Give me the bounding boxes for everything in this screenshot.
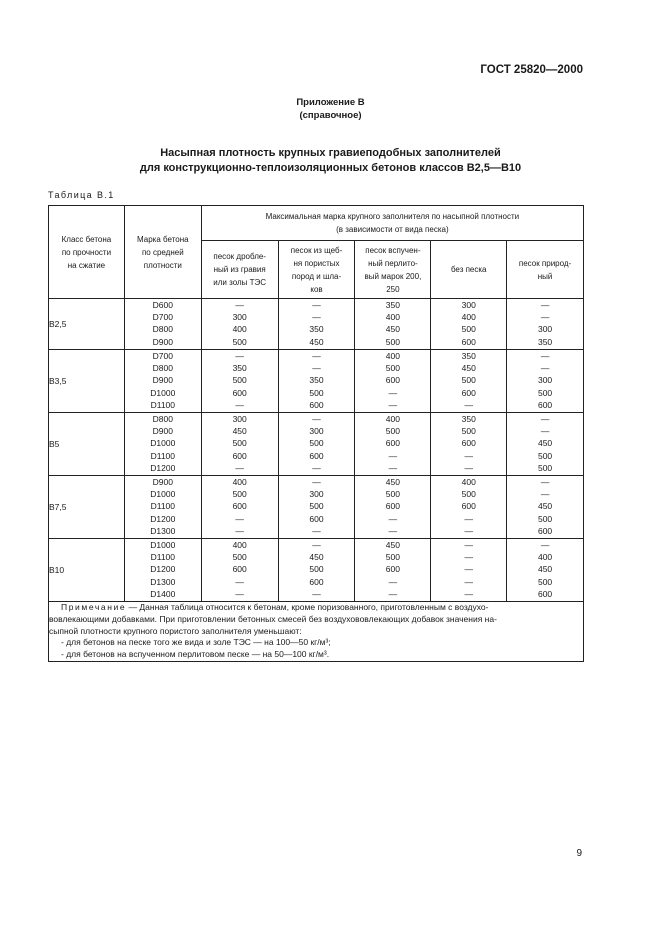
appendix-heading: [0, 96, 661, 122]
value-cell: [201, 539, 278, 602]
value-cell: [201, 350, 278, 413]
header-sub-line: песок вспучен-: [365, 245, 421, 255]
value-line: 600: [537, 525, 553, 536]
value-line: 500: [232, 489, 247, 500]
value-line: —: [540, 489, 550, 500]
header-class-line: по прочности: [61, 247, 112, 257]
value-line: 600: [232, 501, 247, 512]
value-line: 450: [461, 363, 476, 374]
header-class-line: на сжатие: [67, 260, 106, 270]
value-line: 300: [309, 426, 324, 437]
value-line: 350: [232, 363, 247, 374]
value-line: —: [312, 525, 321, 536]
value-cell: [355, 299, 431, 350]
grade-value: D800: [152, 324, 173, 335]
title-line1: Насыпная плотность крупных гравиеподобных заполнителей: [160, 147, 501, 159]
value-line: 600: [309, 450, 324, 461]
value-line: —: [312, 477, 321, 487]
value-line: 600: [232, 387, 247, 398]
value-line: 600: [461, 387, 476, 398]
value-cell: [507, 413, 584, 476]
note-item: - для бетонов на вспученном перлитовом песке — на 50—100 кг/м³.: [61, 649, 330, 660]
value-line: 500: [385, 336, 400, 347]
header-sand-porous: [278, 241, 355, 299]
value-line: 450: [385, 324, 400, 335]
grade-value: D900: [152, 336, 173, 347]
value-cell: [507, 539, 584, 602]
value-line: —: [235, 351, 244, 361]
value-line: —: [464, 450, 473, 461]
value-cell: [278, 299, 355, 350]
value-line: 450: [537, 564, 553, 575]
value-line: 450: [385, 477, 400, 487]
header-class-line: Класс бетона: [61, 234, 112, 244]
value-line: 500: [309, 501, 324, 512]
value-line: —: [464, 552, 473, 563]
header-sub-line: песок из щеб-: [290, 245, 343, 255]
value-line: —: [235, 525, 244, 536]
value-line: 500: [309, 387, 324, 398]
value-cell: [507, 350, 584, 413]
value-line: 600: [385, 501, 400, 512]
value-line: 300: [461, 300, 476, 310]
value-line: —: [464, 540, 473, 550]
value-line: —: [540, 312, 550, 323]
note-item: - для бетонов на песке того же вида и золе ТЭС — на 100—50 кг/м³;: [61, 637, 331, 648]
value-line: —: [388, 588, 398, 599]
value-line: —: [312, 414, 321, 424]
value-line: 600: [461, 501, 476, 512]
value-line: 600: [232, 450, 247, 461]
grade-cell: [124, 476, 201, 539]
value-line: 300: [232, 414, 247, 424]
grade-value: D700: [152, 351, 173, 361]
value-line: 500: [385, 552, 400, 563]
value-cell: [355, 539, 431, 602]
header-max-grade-line: Максимальная марка крупного заполнителя по насыпной плотности: [265, 212, 520, 221]
grade-value: D1100: [150, 552, 176, 563]
grade-value: D1000: [150, 438, 176, 449]
header-sub-line: ня пористых: [293, 258, 340, 268]
value-line: 300: [537, 324, 553, 335]
value-cell: [201, 413, 278, 476]
value-line: —: [312, 312, 321, 323]
value-cell: [201, 476, 278, 539]
value-line: 500: [232, 552, 247, 563]
value-cell: [355, 413, 431, 476]
value-line: —: [312, 540, 321, 550]
grade-value: D1400: [150, 588, 176, 599]
value-line: 500: [537, 450, 553, 461]
value-line: —: [540, 426, 550, 437]
value-line: —: [464, 576, 473, 587]
document-title: [0, 146, 661, 176]
value-line: 500: [537, 462, 553, 473]
note-text: вовлекающими добавками. При приготовлении бетонных смесей без воздухововлекающих добавок значения на-: [49, 613, 497, 624]
value-cell: [201, 299, 278, 350]
value-line: 500: [232, 336, 247, 347]
value-cell: [278, 476, 355, 539]
value-line: 450: [232, 426, 247, 437]
value-line: 450: [537, 501, 553, 512]
value-line: 500: [309, 564, 324, 575]
grade-value: D1300: [150, 576, 176, 587]
class-cell: В3,5: [49, 350, 125, 413]
header-sub-line: песок дробле-: [213, 252, 266, 261]
value-line: 600: [385, 438, 400, 449]
value-line: 500: [537, 576, 553, 587]
standard-number: ГОСТ 25820—2000: [480, 64, 583, 76]
value-line: 300: [537, 375, 553, 386]
value-line: 400: [461, 312, 476, 323]
value-line: 500: [232, 375, 247, 386]
value-line: —: [540, 414, 550, 424]
header-sub-line: вый марок 200,: [364, 271, 422, 281]
header-grade-line: плотности: [143, 260, 182, 270]
header-sand-natural: [507, 241, 584, 299]
value-line: —: [464, 588, 473, 599]
class-cell: В10: [49, 539, 125, 602]
value-line: 400: [385, 312, 400, 323]
value-line: —: [464, 525, 473, 536]
grade-value: D1100: [150, 450, 176, 461]
value-line: 400: [232, 324, 247, 335]
value-cell: [431, 413, 507, 476]
grade-value: D1200: [150, 462, 176, 473]
header-sub-line: или золы ТЭС: [213, 278, 267, 287]
note-text: сыпной плотности крупного пористого заполнителя уменьшают:: [49, 625, 302, 636]
grade-value: D1300: [150, 525, 176, 536]
value-line: —: [540, 477, 550, 487]
table-note: [49, 602, 584, 662]
value-line: 500: [461, 489, 476, 500]
value-line: 600: [309, 399, 324, 410]
table-body: [49, 299, 584, 602]
grade-value: D800: [152, 414, 173, 424]
grade-cell: [124, 299, 201, 350]
class-cell: В5: [49, 413, 125, 476]
value-line: 500: [461, 426, 476, 437]
value-line: 500: [537, 387, 553, 398]
header-sub-line: песок природ-: [518, 258, 572, 268]
value-line: 350: [537, 336, 553, 347]
value-line: 500: [461, 324, 476, 335]
value-line: 600: [309, 576, 324, 587]
header-sub-line: ный: [537, 271, 553, 281]
appendix-line1: Приложение В: [296, 97, 365, 108]
value-line: —: [235, 513, 244, 524]
header-sub-line: без песка: [450, 265, 487, 274]
page-number: 9: [576, 848, 582, 859]
table-row: [49, 413, 584, 476]
table-row: [49, 350, 584, 413]
value-line: —: [540, 300, 550, 310]
header-sub-line: ный из гравия: [213, 265, 266, 274]
grade-cell: [124, 350, 201, 413]
header-sub-line: ный перлито-: [368, 258, 418, 268]
value-cell: [355, 476, 431, 539]
header-max-grade-line: (в зависимости от вида песка): [336, 225, 449, 234]
value-line: 350: [309, 375, 324, 386]
value-line: 350: [309, 324, 324, 335]
value-line: 600: [537, 588, 553, 599]
table-label: Таблица В.1: [48, 190, 115, 200]
value-line: 600: [461, 438, 476, 449]
value-cell: [431, 476, 507, 539]
value-line: —: [235, 588, 244, 599]
header-sub-line: ков: [310, 284, 323, 294]
value-line: —: [235, 462, 244, 473]
grade-value: D1100: [150, 501, 176, 512]
header-grade-line: по средней: [141, 247, 184, 257]
value-line: —: [235, 576, 244, 587]
header-max-grade: [201, 206, 583, 241]
value-line: —: [312, 462, 321, 473]
value-line: 500: [385, 426, 400, 437]
value-line: —: [235, 399, 244, 410]
class-cell: В7,5: [49, 476, 125, 539]
value-line: —: [312, 300, 321, 310]
grade-value: D1200: [150, 513, 176, 524]
grade-value: D1000: [150, 387, 176, 398]
value-cell: [278, 413, 355, 476]
value-line: 600: [385, 564, 400, 575]
grade-value: D1000: [150, 489, 176, 500]
value-cell: [507, 299, 584, 350]
grade-value: D1000: [150, 540, 176, 550]
value-line: —: [235, 300, 244, 310]
value-line: 500: [232, 438, 247, 449]
grade-value: D800: [152, 363, 173, 374]
value-cell: [278, 539, 355, 602]
table-row: [49, 299, 584, 350]
value-line: 400: [461, 477, 476, 487]
value-line: —: [388, 387, 398, 398]
header-sub-line: 250: [386, 284, 400, 294]
value-cell: [431, 350, 507, 413]
value-line: 500: [385, 363, 400, 374]
value-line: 400: [537, 552, 553, 563]
value-line: —: [388, 462, 398, 473]
grade-value: D1200: [150, 564, 176, 575]
value-cell: [278, 350, 355, 413]
value-cell: [431, 539, 507, 602]
grade-cell: [124, 539, 201, 602]
table-row: [49, 476, 584, 539]
value-line: —: [540, 363, 550, 374]
grade-value: D900: [152, 477, 173, 487]
value-line: —: [312, 588, 321, 599]
grade-value: D700: [152, 312, 173, 323]
value-line: —: [464, 399, 473, 410]
note-text: — Данная таблица относится к бетонам, кроме поризованного, приготовленным с воздухо-: [126, 602, 489, 612]
header-class: [49, 206, 125, 299]
value-line: 500: [461, 375, 476, 386]
value-line: 450: [537, 438, 553, 449]
table-row: [49, 539, 584, 602]
appendix-line2: (справочное): [299, 110, 362, 121]
value-line: 400: [232, 477, 247, 487]
value-line: —: [464, 564, 473, 575]
header-grade-line: Марка бетона: [137, 234, 189, 244]
value-line: —: [540, 351, 550, 361]
value-line: —: [312, 351, 321, 361]
value-line: —: [388, 399, 398, 410]
value-line: —: [312, 363, 321, 374]
value-line: 500: [537, 513, 553, 524]
value-line: 600: [537, 399, 553, 410]
value-cell: [355, 350, 431, 413]
value-line: 350: [461, 414, 476, 424]
grade-value: D900: [152, 426, 173, 437]
density-table: [48, 205, 584, 662]
header-no-sand: [431, 241, 507, 299]
header-sub-line: пород и шла-: [291, 271, 342, 281]
value-line: 350: [385, 300, 400, 310]
value-line: 600: [461, 336, 476, 347]
value-cell: [431, 299, 507, 350]
value-line: —: [540, 540, 550, 550]
value-line: 450: [385, 540, 400, 550]
value-line: 600: [232, 564, 247, 575]
value-line: 400: [385, 351, 400, 361]
value-line: 450: [309, 336, 324, 347]
value-line: —: [388, 450, 398, 461]
value-line: 600: [309, 513, 324, 524]
header-grade: [124, 206, 201, 299]
title-line2: для конструкционно-теплоизоляционных бетонов классов В2,5—В10: [139, 162, 522, 174]
value-line: —: [388, 513, 398, 524]
value-line: 300: [232, 312, 247, 323]
header-sand-crushed: [201, 241, 278, 299]
value-line: 450: [309, 552, 324, 563]
value-line: 500: [385, 489, 400, 500]
value-cell: [507, 476, 584, 539]
grade-value: D1100: [150, 399, 176, 410]
header-sand-perlite: [355, 241, 431, 299]
value-line: —: [388, 576, 398, 587]
grade-cell: [124, 413, 201, 476]
grade-value: D900: [152, 375, 173, 386]
value-line: —: [464, 462, 473, 473]
value-line: 350: [461, 351, 476, 361]
value-line: —: [464, 513, 473, 524]
value-line: 400: [385, 414, 400, 424]
class-cell: В2,5: [49, 299, 125, 350]
grade-value: D600: [152, 300, 173, 310]
value-line: 300: [309, 489, 324, 500]
note-label: Примечание: [61, 602, 127, 612]
value-line: 500: [309, 438, 324, 449]
value-line: —: [388, 525, 398, 536]
value-line: 400: [232, 540, 247, 550]
value-line: 600: [385, 375, 400, 386]
